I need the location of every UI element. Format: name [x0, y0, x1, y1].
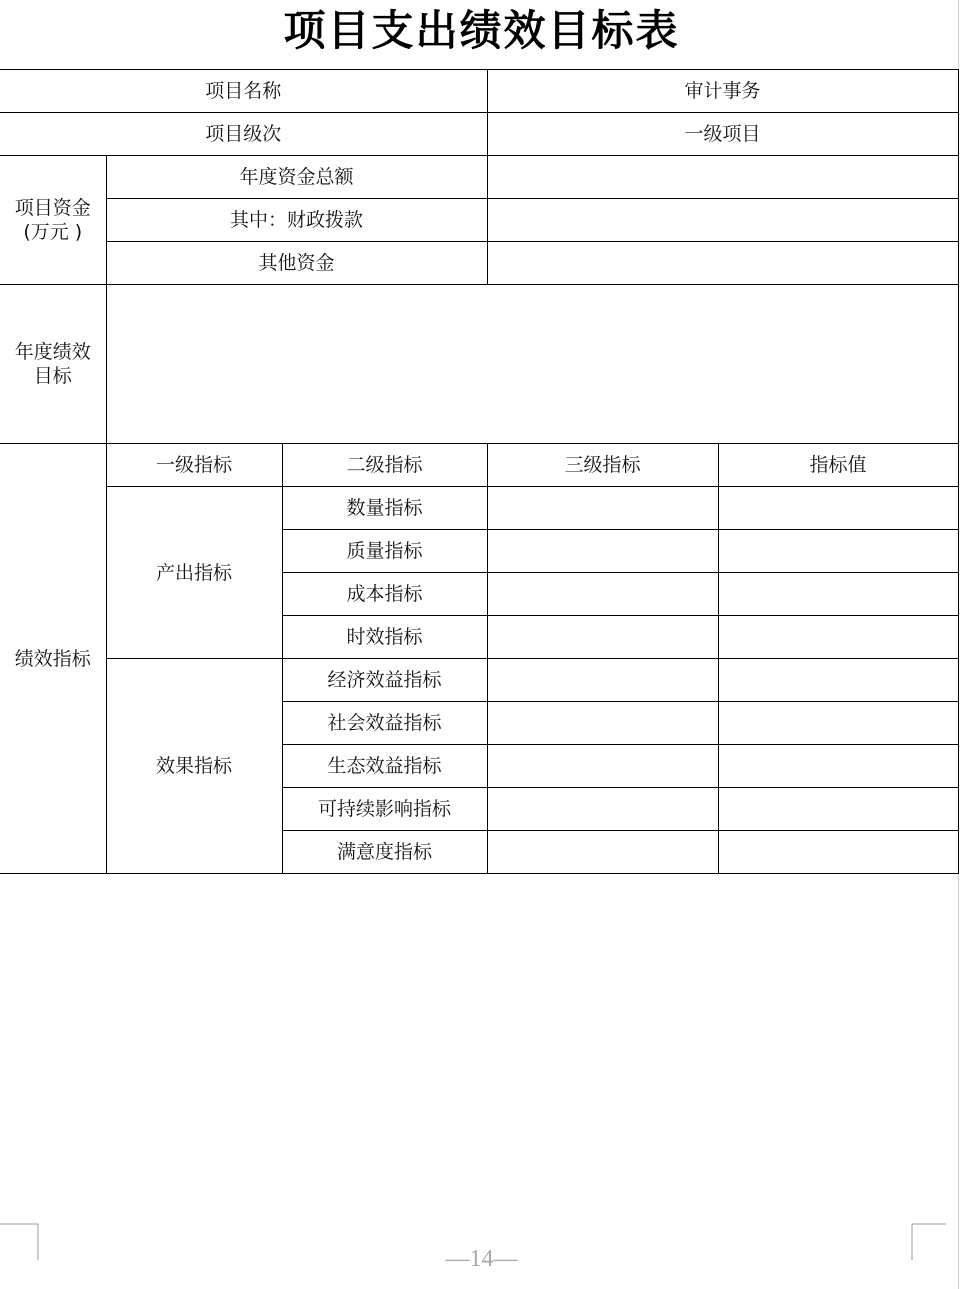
funds-row-other [0, 242, 958, 285]
annual-goal-label-line2: 目标 [33, 365, 72, 387]
funds-other-label: 其他资金 [106, 242, 487, 285]
annual-goal-label-line1: 年度绩效 [14, 341, 91, 363]
level3-cell[interactable] [487, 487, 718, 530]
effect-indicator-label: 效果指标 [106, 659, 282, 874]
project-level-label: 项目级次 [0, 113, 487, 156]
level3-cell[interactable] [487, 788, 718, 831]
value-cell[interactable] [718, 745, 958, 788]
funds-fiscal-value[interactable] [487, 199, 958, 242]
output-item: 质量指标 [282, 530, 487, 573]
value-cell[interactable] [718, 659, 958, 702]
table-row [0, 659, 958, 702]
performance-goal-table [0, 69, 959, 874]
value-cell[interactable] [718, 487, 958, 530]
level3-cell[interactable] [487, 573, 718, 616]
level3-cell[interactable] [487, 831, 718, 874]
effect-item: 经济效益指标 [282, 659, 487, 702]
indicator-header-row [0, 444, 958, 487]
funds-other-value[interactable] [487, 242, 958, 285]
output-item: 时效指标 [282, 616, 487, 659]
header-level1: 一级指标 [106, 444, 282, 487]
value-cell[interactable] [718, 530, 958, 573]
funds-total-value[interactable] [487, 156, 958, 199]
project-name-label: 项目名称 [0, 70, 487, 113]
level3-cell[interactable] [487, 745, 718, 788]
effect-item: 社会效益指标 [282, 702, 487, 745]
output-item: 数量指标 [282, 487, 487, 530]
annual-goal-label [0, 285, 106, 444]
project-level-row [0, 113, 958, 156]
funds-label [0, 156, 106, 285]
effect-item: 满意度指标 [282, 831, 487, 874]
header-level3: 三级指标 [487, 444, 718, 487]
funds-label-line2: (万元 ) [23, 221, 83, 243]
project-level-value[interactable]: 一级项目 [487, 113, 958, 156]
level3-cell[interactable] [487, 659, 718, 702]
value-cell[interactable] [718, 788, 958, 831]
annual-goal-row [0, 285, 958, 444]
funds-row-fiscal [0, 199, 958, 242]
annual-goal-value[interactable] [106, 285, 958, 444]
level3-cell[interactable] [487, 702, 718, 745]
output-indicator-label: 产出指标 [106, 487, 282, 659]
header-level2: 二级指标 [282, 444, 487, 487]
page-number: —14— [445, 1246, 518, 1272]
value-cell[interactable] [718, 831, 958, 874]
funds-row-total [0, 156, 958, 199]
value-cell[interactable] [718, 616, 958, 659]
header-value: 指标值 [718, 444, 958, 487]
effect-item: 可持续影响指标 [282, 788, 487, 831]
indicators-label: 绩效指标 [0, 444, 106, 874]
level3-cell[interactable] [487, 616, 718, 659]
project-name-value[interactable]: 审计事务 [487, 70, 958, 113]
funds-total-label: 年度资金总额 [106, 156, 487, 199]
funds-fiscal-label: 其中：财政拨款 [106, 199, 487, 242]
table-row [0, 487, 958, 530]
output-item: 成本指标 [282, 573, 487, 616]
value-cell[interactable] [718, 702, 958, 745]
effect-item: 生态效益指标 [282, 745, 487, 788]
funds-label-line1: 项目资金 [14, 197, 91, 219]
page-title: 项目支出绩效目标表 [283, 6, 680, 55]
level3-cell[interactable] [487, 530, 718, 573]
value-cell[interactable] [718, 573, 958, 616]
project-name-row [0, 70, 958, 113]
